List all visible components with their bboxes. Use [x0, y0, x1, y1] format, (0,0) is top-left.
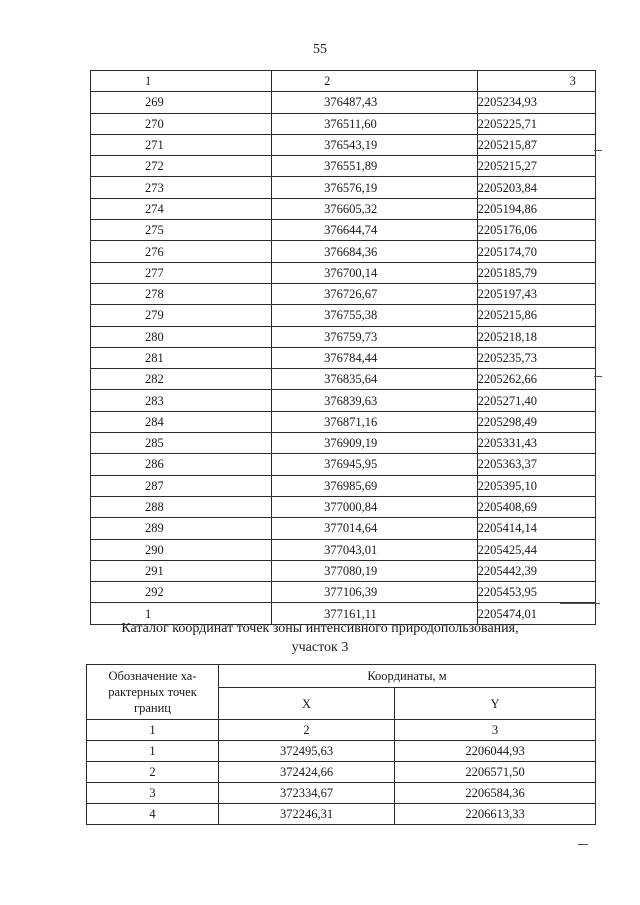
x-coordinate: 376835,64	[272, 369, 478, 390]
point-number: 288	[91, 496, 272, 517]
x-coordinate: 372246,31	[219, 804, 395, 825]
table2-number-row	[87, 720, 596, 741]
y-coordinate: 2205363,37	[477, 454, 595, 475]
x-coordinate: 377080,19	[272, 560, 478, 581]
table2-header-row-1	[87, 665, 596, 688]
x-coordinate: 376871,16	[272, 411, 478, 432]
table-row	[91, 475, 596, 496]
x-coordinate: 377014,64	[272, 518, 478, 539]
x-coordinate: 372424,66	[219, 762, 395, 783]
table-row	[91, 220, 596, 241]
x-coordinate: 376755,38	[272, 305, 478, 326]
y-coordinate: 2205298,49	[477, 411, 595, 432]
point-number: 273	[91, 177, 272, 198]
y-coordinate: 2205225,71	[477, 113, 595, 134]
column-number-1: 1	[87, 720, 219, 741]
table-row	[91, 390, 596, 411]
table-row	[91, 496, 596, 517]
x-coordinate: 376700,14	[272, 262, 478, 283]
point-number: 269	[91, 92, 272, 113]
scan-mark	[594, 376, 602, 377]
y-coordinate: 2205176,06	[477, 220, 595, 241]
x-coordinate: 376759,73	[272, 326, 478, 347]
point-number: 286	[91, 454, 272, 475]
y-coordinate: 2205235,73	[477, 347, 595, 368]
point-number: 290	[91, 539, 272, 560]
y-coordinate: 2205174,70	[477, 241, 595, 262]
y-coordinate: 2205215,87	[477, 134, 595, 155]
table-row	[91, 198, 596, 219]
point-number: 291	[91, 560, 272, 581]
y-coordinate: 2206584,36	[395, 783, 596, 804]
table-row	[91, 156, 596, 177]
table-row	[91, 305, 596, 326]
y-coordinate: 2205425,44	[477, 539, 595, 560]
table-row	[91, 177, 596, 198]
point-number: 287	[91, 475, 272, 496]
coordinates-table-section-3	[86, 664, 596, 825]
table-row	[91, 539, 596, 560]
caption-line-2: участок 3	[291, 640, 349, 655]
y-coordinate: 2205234,93	[477, 92, 595, 113]
table-row	[91, 347, 596, 368]
scan-mark	[594, 150, 602, 151]
point-number: 292	[91, 582, 272, 603]
x-coordinate: 376605,32	[272, 198, 478, 219]
table-row	[91, 454, 596, 475]
y-coordinate: 2205331,43	[477, 433, 595, 454]
x-coordinate: 376684,36	[272, 241, 478, 262]
table-row	[91, 411, 596, 432]
y-coordinate: 2205442,39	[477, 560, 595, 581]
y-coordinate: 2205185,79	[477, 262, 595, 283]
point-number: 276	[91, 241, 272, 262]
point-number: 3	[87, 783, 219, 804]
table1-header-row	[91, 71, 596, 92]
point-number: 289	[91, 518, 272, 539]
table-row	[87, 783, 596, 804]
y-coordinate: 2205197,43	[477, 283, 595, 304]
coordinates-table-continued	[90, 70, 596, 625]
column-number-2: 2	[272, 71, 478, 92]
point-number: 281	[91, 347, 272, 368]
x-coordinate: 377106,39	[272, 582, 478, 603]
table-row	[91, 262, 596, 283]
y-coordinate: 2205203,84	[477, 177, 595, 198]
point-number: 274	[91, 198, 272, 219]
column-number-1: 1	[91, 71, 272, 92]
column-number-3: 3	[477, 71, 595, 92]
point-number: 275	[91, 220, 272, 241]
column-number-2: 2	[219, 720, 395, 741]
point-number: 283	[91, 390, 272, 411]
coordinates-header: Координаты, м	[219, 665, 596, 688]
x-coordinate: 376839,63	[272, 390, 478, 411]
y-coordinate: 2205215,27	[477, 156, 595, 177]
y-coordinate: 2205215,86	[477, 305, 595, 326]
table-row	[87, 762, 596, 783]
y-coordinate: 2205395,10	[477, 475, 595, 496]
table-row	[91, 582, 596, 603]
table-row	[91, 241, 596, 262]
table-row	[91, 113, 596, 134]
scan-mark	[560, 603, 600, 604]
y-coordinate: 2206571,50	[395, 762, 596, 783]
x-coordinate: 376543,19	[272, 134, 478, 155]
y-coordinate: 2205262,66	[477, 369, 595, 390]
caption-line-1: Каталог координат точек зоны интенсивного природопользования,	[121, 621, 519, 636]
x-header: X	[219, 688, 395, 720]
table-row	[91, 283, 596, 304]
x-coordinate: 376487,43	[272, 92, 478, 113]
point-number: 285	[91, 433, 272, 454]
y-coordinate: 2205414,14	[477, 518, 595, 539]
x-coordinate: 376576,19	[272, 177, 478, 198]
x-coordinate: 372495,63	[219, 741, 395, 762]
y-coordinate: 2205453,95	[477, 582, 595, 603]
designation-header-line-3: границ	[134, 701, 171, 715]
point-number: 2	[87, 762, 219, 783]
column-number-3: 3	[395, 720, 596, 741]
point-number: 280	[91, 326, 272, 347]
y-header: Y	[395, 688, 596, 720]
x-coordinate: 377161,11	[272, 603, 478, 624]
x-coordinate: 372334,67	[219, 783, 395, 804]
table-row	[87, 741, 596, 762]
table-row	[91, 433, 596, 454]
point-number: 272	[91, 156, 272, 177]
x-coordinate: 376909,19	[272, 433, 478, 454]
table-row	[91, 92, 596, 113]
x-coordinate: 376945,95	[272, 454, 478, 475]
table-row	[91, 369, 596, 390]
point-number: 1	[87, 741, 219, 762]
point-number: 279	[91, 305, 272, 326]
point-number: 4	[87, 804, 219, 825]
point-number: 271	[91, 134, 272, 155]
scan-mark	[578, 844, 588, 845]
x-coordinate: 376644,74	[272, 220, 478, 241]
table-row	[91, 326, 596, 347]
catalog-caption	[0, 619, 640, 657]
x-coordinate: 377000,84	[272, 496, 478, 517]
y-coordinate: 2205194,86	[477, 198, 595, 219]
point-number: 1	[91, 603, 272, 624]
y-coordinate: 2206044,93	[395, 741, 596, 762]
x-coordinate: 376985,69	[272, 475, 478, 496]
x-coordinate: 377043,01	[272, 539, 478, 560]
table-row	[91, 518, 596, 539]
y-coordinate: 2205474,01	[477, 603, 595, 624]
table-row	[91, 134, 596, 155]
table-row	[87, 804, 596, 825]
y-coordinate: 2205271,40	[477, 390, 595, 411]
y-coordinate: 2205218,18	[477, 326, 595, 347]
y-coordinate: 2206613,33	[395, 804, 596, 825]
x-coordinate: 376726,67	[272, 283, 478, 304]
y-coordinate: 2205408,69	[477, 496, 595, 517]
point-number: 277	[91, 262, 272, 283]
point-number: 270	[91, 113, 272, 134]
designation-header	[87, 665, 219, 720]
x-coordinate: 376511,60	[272, 113, 478, 134]
x-coordinate: 376551,89	[272, 156, 478, 177]
designation-header-line-1: Обозначение ха-	[108, 669, 197, 683]
point-number: 278	[91, 283, 272, 304]
point-number: 284	[91, 411, 272, 432]
page-number: 55	[313, 42, 327, 57]
table-row	[91, 560, 596, 581]
x-coordinate: 376784,44	[272, 347, 478, 368]
point-number: 282	[91, 369, 272, 390]
designation-header-line-2: рактерных точек	[108, 685, 197, 699]
